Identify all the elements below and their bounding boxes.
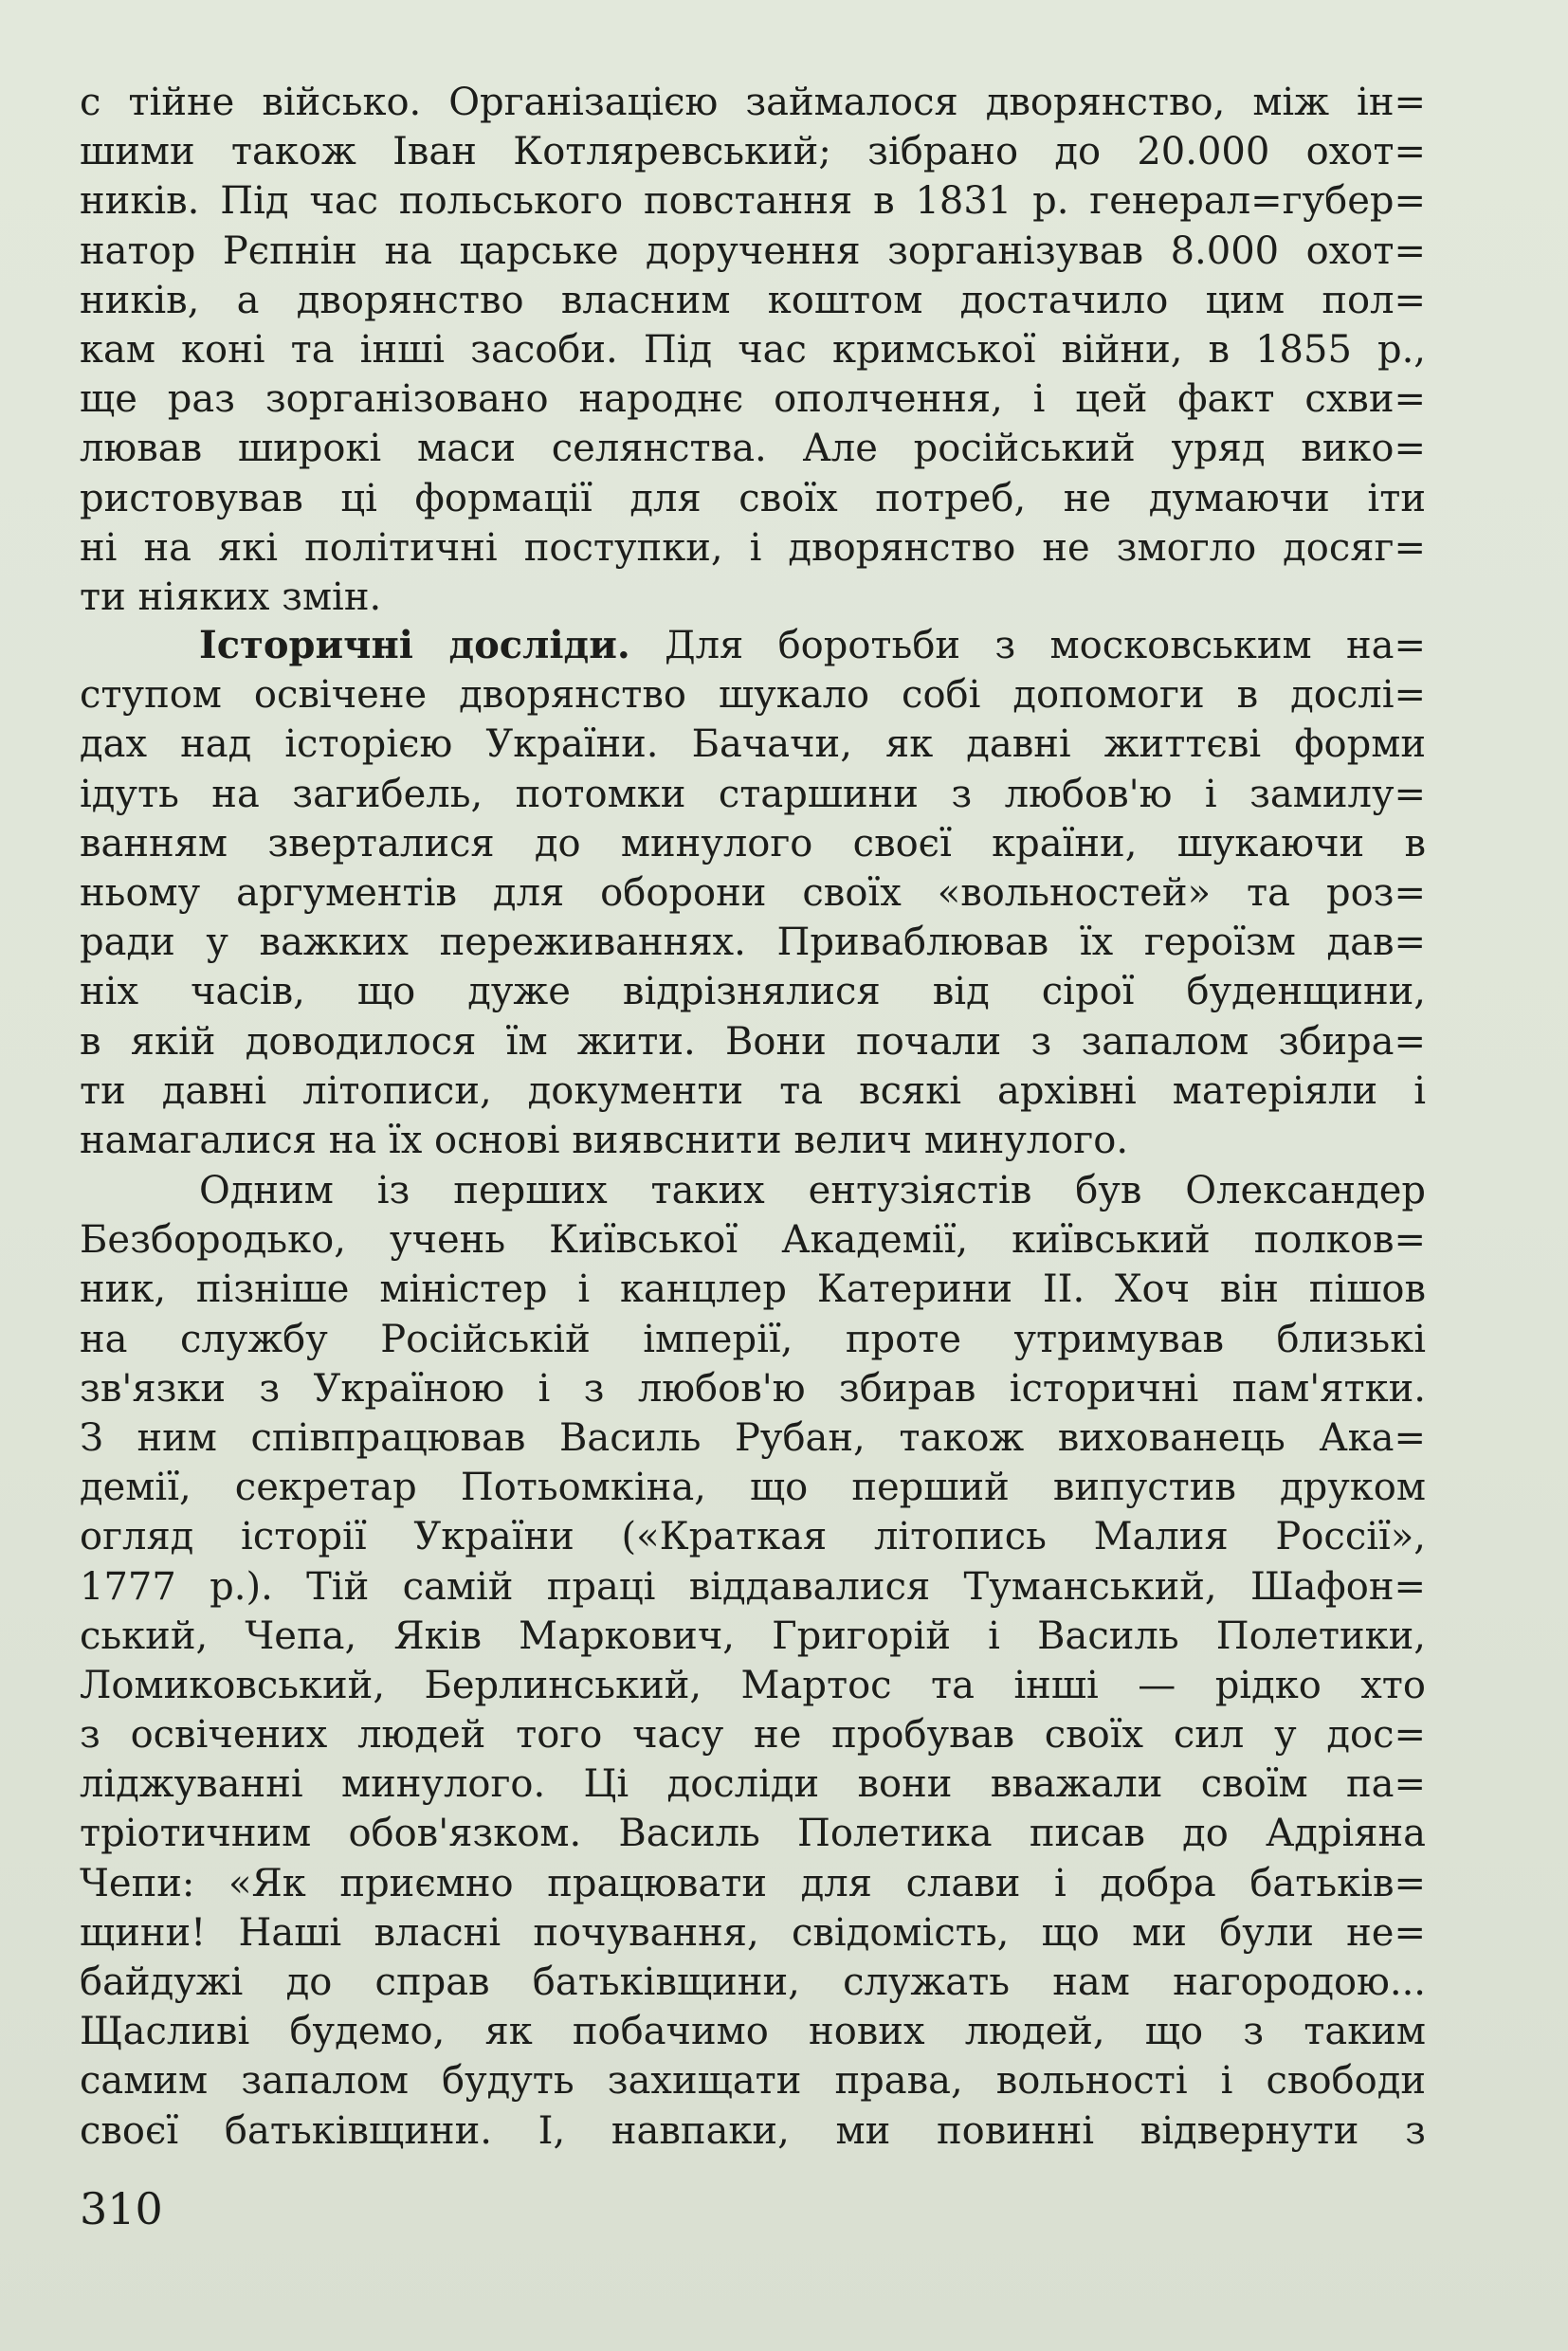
text-line: з освічених людей того часу не пробував своїх сил у дос=	[80, 1713, 1426, 1758]
text-line: лював широкі маси селянства. Але російський уряд вико=	[80, 427, 1426, 471]
page-number: 310	[80, 2183, 163, 2234]
text-line: 1777 р.). Тій самій праці віддавалися Туманський, Шафон=	[80, 1564, 1426, 1609]
section-heading: Історичні досліди.	[199, 623, 630, 667]
text-line: ти давні літописи, документи та всякі архівні матеріяли і	[80, 1068, 1426, 1113]
text-line: ні на які політичні поступки, і дворянство не змогло досяг=	[80, 525, 1426, 570]
text-line: ліджуванні минулого. Ці досліди вони вважали своїм па=	[80, 1762, 1426, 1807]
text-line: ради у важких переживаннях. Приваблював їх героїзм дав=	[80, 920, 1426, 965]
text-line: на службу Російській імперії, проте утримував близькі	[80, 1317, 1426, 1361]
text-line: самим запалом будуть захищати права, вольності і свободи	[80, 2059, 1426, 2104]
text-line: ти ніяких змін.	[80, 574, 382, 619]
text-line: кам коні та інші засоби. Під час кримської війни, в 1855 р.,	[80, 327, 1426, 372]
text-line: ників, а дворянство власним коштом достачило цим пол=	[80, 278, 1426, 322]
text-line: намагалися на їх основі виявснити велич минулого.	[80, 1118, 1129, 1162]
text-line: Щасливі будемо, як побачимо нових людей, що з таким	[80, 2010, 1426, 2054]
text-line: ступом освічене дворянство шукало собі допомоги в дослі=	[80, 673, 1426, 718]
text-line: огляд історії України («Краткая літопись Малия Россії»,	[80, 1515, 1426, 1559]
paragraph-1	[80, 78, 1426, 622]
text-line: зв'язки з Україною і з любов'ю збирав історичні пам'ятки.	[80, 1366, 1426, 1411]
text-line: байдужі до справ батьківщини, служать нам нагородою...	[80, 1960, 1426, 2004]
heading-line-rest: Для боротьби з московським на=	[629, 624, 1426, 667]
text-line: натор Рєпнін на царське доручення зорганізував 8.000 охот=	[80, 228, 1426, 273]
text-line: Безбородько, учень Київської Академії, київський полков=	[80, 1218, 1426, 1263]
text-line: Ломиковський, Берлинський, Мартос та інші — рідко хто	[80, 1663, 1426, 1707]
paragraph-3	[80, 1166, 1426, 2156]
text-line: Одним із перших таких ентузіястів був Олександер	[199, 1169, 1426, 1212]
text-line: З ним співпрацював Василь Рубан, також вихованець Ака=	[80, 1415, 1426, 1460]
text-line: ідуть на загибель, потомки старшини з любов'ю і замилу=	[80, 772, 1426, 816]
text-line: ще раз зорганізовано народнє ополчення, і цей факт схви=	[80, 377, 1426, 422]
text-line: в якій доводилося їм жити. Вони почали з запалом збира=	[80, 1019, 1426, 1064]
text-line: ників. Під час польського повстання в 1831 р. генерал=губер=	[80, 179, 1426, 224]
text-line: Чепи: «Як приємно працювати для слави і добра батьків=	[80, 1861, 1426, 1905]
text-line	[80, 621, 1426, 670]
text-line: ніх часів, що дуже відрізнялися від сірої буденщини,	[80, 970, 1426, 1014]
text-line: с тійне військо. Організацією займалося дворянство, між ін=	[80, 81, 1426, 124]
text-line: ньому аргументів для оборони своїх «вольностей» та роз=	[80, 870, 1426, 915]
text-line: ник, пізніше міністер і канцлер Катерини II. Хоч він пішов	[80, 1267, 1426, 1312]
text-line: дах над історією України. Бачачи, як давні життєві форми	[80, 722, 1426, 767]
text-line: щини! Наші власні почування, свідомість, що ми були не=	[80, 1910, 1426, 1955]
text-line: тріотичним обов'язком. Василь Полетика писав до Адріяна	[80, 1812, 1426, 1856]
text-line: демії, секретар Потьомкіна, що перший випустив друком	[80, 1466, 1426, 1510]
text-line: шими також Іван Котляревський; зібрано до 20.000 охот=	[80, 130, 1426, 174]
text-line: ський, Чепа, Яків Маркович, Григорій і Василь Полетики,	[80, 1613, 1426, 1658]
text-line: ванням зверталися до минулого своєї країни, шукаючи в	[80, 821, 1426, 866]
text-line: ристовував ці формації для своїх потреб, не думаючи іти	[80, 476, 1426, 520]
paragraph-2	[80, 621, 1426, 1165]
text-line: своєї батьківщини. І, навпаки, ми повинні відвернути з	[80, 2108, 1426, 2153]
